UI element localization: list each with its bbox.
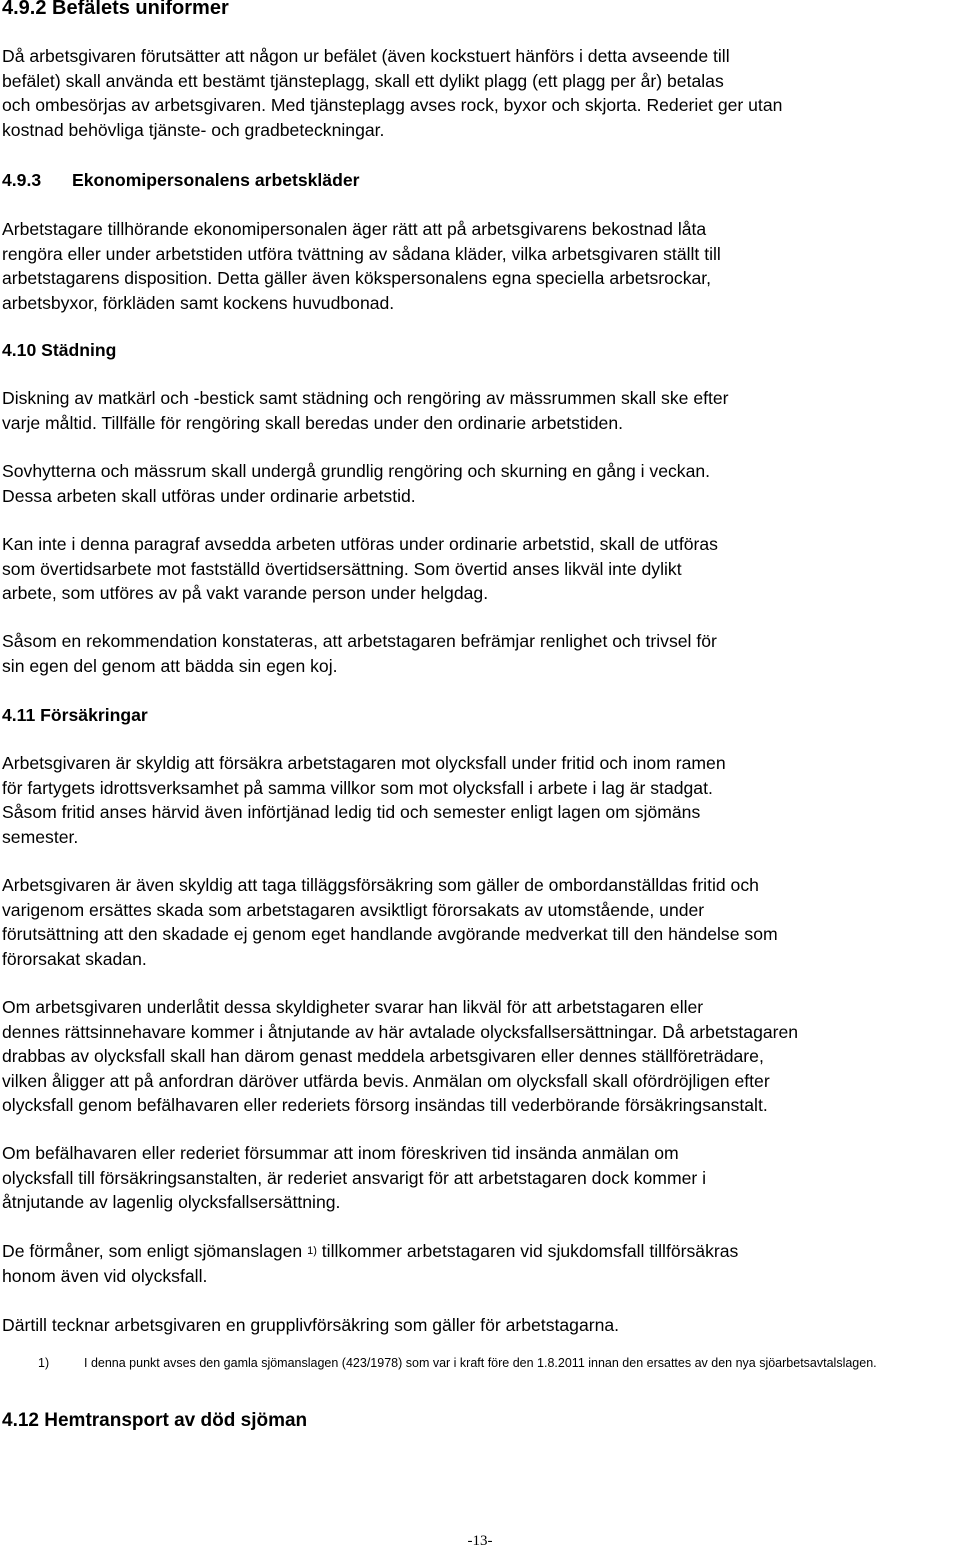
text-line: kostnad behövliga tjänste- och gradbeteckningar. <box>2 119 385 140</box>
paragraph-4-11-5 <box>2 1239 738 1288</box>
text-line: Om arbetsgivaren underlåtit dessa skyldigheter svarar han likväl för att arbetstagaren eller <box>2 997 704 1017</box>
text-line: Arbetsgivaren är även skyldig att taga tilläggsförsäkring som gäller de ombordanställdas fritid och <box>2 875 759 895</box>
text-line: semester. <box>2 826 79 847</box>
text-line: åtnjutande av lagenlig olycksfallsersättning. <box>2 1192 341 1212</box>
text-line: Om befälhavaren eller rederiet försummar att inom föreskriven tid insända anmälan om <box>2 1143 679 1163</box>
text-line <box>2 1239 738 1264</box>
text-line: Diskning av matkärl och -bestick samt städning och rengöring av mässrummen skall ske efter <box>2 388 729 408</box>
paragraph-4-10-2 <box>2 459 710 508</box>
section-heading-4-10: 4.10 Städning <box>2 340 117 360</box>
paragraph-4-11-2 <box>2 873 778 971</box>
text-line: Därtill tecknar arbetsgivaren en grupplivförsäkring som gäller för arbetstagarna. <box>2 1315 620 1335</box>
text-line: Arbetsgivaren är skyldig att försäkra arbetstagaren mot olycksfall under fritid och inom ramen <box>2 753 726 773</box>
footnote-reference: 1) <box>307 1245 317 1257</box>
text-line: olycksfall genom befälhavaren eller rederiets försorg insändas till vederbörande försäkringsanstalt. <box>2 1095 768 1115</box>
section-number: 4.9.3 <box>2 170 42 190</box>
text-line: Sovhytterna och mässrum skall undergå grundlig rengöring och skurning en gång i veckan. <box>2 461 711 481</box>
section-title: Ekonomipersonalens arbetskläder <box>72 170 360 190</box>
footnote <box>38 1355 877 1371</box>
paragraph-4-10-1 <box>2 386 729 435</box>
text-line: förorsakat skadan. <box>2 948 147 969</box>
text-line: arbetsbyxor, förkläden samt kockens huvudbonad. <box>2 292 395 313</box>
text-line: Såsom fritid anses härvid även införtjänad ledig tid och semester enligt lagen om sjömäns <box>2 802 701 822</box>
text-line: och ombesörjas av arbetsgivaren. Med tjänsteplagg avses rock, byxor och skjorta. Rederiet ger utan <box>2 95 783 115</box>
paragraph-4-11-3 <box>2 995 798 1118</box>
page-number: -13- <box>467 1533 493 1549</box>
text-line: Kan inte i denna paragraf avsedda arbeten utföras under ordinarie arbetstid, skall de utföras <box>2 534 718 554</box>
text-line: olycksfall till försäkringsanstalten, är rederiet ansvarigt för att arbetstagaren dock kommer i <box>2 1167 707 1188</box>
paragraph-4-11-1 <box>2 751 726 849</box>
text-line: förutsättning att den skadade ej genom eget handlande avgörande medverkat till den händelse som <box>2 924 778 944</box>
text-line: rengöra eller under arbetstiden utföra tvättning av sådana kläder, vilka arbetsgivaren ställt till <box>2 243 721 264</box>
text-line: Dessa arbeten skall utföras under ordinarie arbetstid. <box>2 485 416 506</box>
text-line: Då arbetsgivaren förutsätter att någon ur befälet (även kockstuert hänförs i detta avseende till <box>2 46 730 66</box>
footnote-number: 1) <box>38 1356 50 1370</box>
section-heading-4-9-2: 4.9.2 Befälets uniformer <box>2 0 229 19</box>
text-line: varigenom ersättes skada som arbetstagaren avsiktligt förorsakats av utomstående, under <box>2 899 705 920</box>
text-line: för fartygets idrottsverksamhet på samma villkor som mot olycksfall i arbete i lag är stadgat. <box>2 777 713 798</box>
section-heading-4-12: 4.12 Hemtransport av död sjöman <box>2 1410 308 1431</box>
text-line: dennes rättsinnehavare kommer i åtnjutande av här avtalade olycksfallsersättningar. Då arbetstagaren <box>2 1021 799 1042</box>
section-heading-4-11: 4.11 Försäkringar <box>2 705 148 725</box>
paragraph-4-9-3 <box>2 217 721 315</box>
paragraph-4-9-2 <box>2 44 782 142</box>
paragraph-4-11-4 <box>2 1141 706 1215</box>
section-heading-4-9-3 <box>2 168 359 192</box>
text-line: varje måltid. Tillfälle för rengöring skall beredas under den ordinarie arbetstiden. <box>2 412 624 433</box>
text-line: befälet) skall använda ett bestämt tjänsteplagg, skall ett dylikt plagg (ett plagg per år) betalas <box>2 70 724 91</box>
paragraph-4-10-3 <box>2 532 718 606</box>
text-line: Arbetstagare tillhörande ekonomipersonalen äger rätt att på arbetsgivarens bekostnad låta <box>2 219 707 239</box>
text-line: arbetstagarens disposition. Detta gäller även kökspersonalens egna speciella arbetsrockar, <box>2 268 712 288</box>
text-line: drabbas av olycksfall skall han därom genast meddela arbetsgivaren eller dennes ställföreträdare, <box>2 1046 764 1066</box>
text-line: sin egen del genom att bädda sin egen koj. <box>2 655 338 676</box>
paragraph-4-11-6 <box>2 1313 619 1338</box>
text-line: som övertidsarbete mot fastställd övertidsersättning. Som övertid anses likväl inte dylikt <box>2 558 682 579</box>
text-line: arbete, som utföres av på vakt varande person under helgdag. <box>2 583 489 603</box>
paragraph-4-10-4 <box>2 629 717 678</box>
text-line: honom även vid olycksfall. <box>2 1265 208 1286</box>
text-line: Såsom en rekommendation konstateras, att arbetstagaren befrämjar renlighet och trivsel för <box>2 631 717 651</box>
footnote-text: I denna punkt avses den gamla sjömanslagen (423/1978) som var i kraft före den 1.8.2011 innan den ersattes av den nya sjöarbetsavtalslagen. <box>84 1356 877 1370</box>
text-line: vilken åligger att på anfordran däröver utfärda bevis. Anmälan om olycksfall skall ofördröjligen efter <box>2 1070 770 1091</box>
text-fragment: tillkommer arbetstagaren vid sjukdomsfall tillförsäkras <box>316 1241 739 1261</box>
text-fragment: De förmåner, som enligt sjömanslagen <box>2 1241 308 1261</box>
